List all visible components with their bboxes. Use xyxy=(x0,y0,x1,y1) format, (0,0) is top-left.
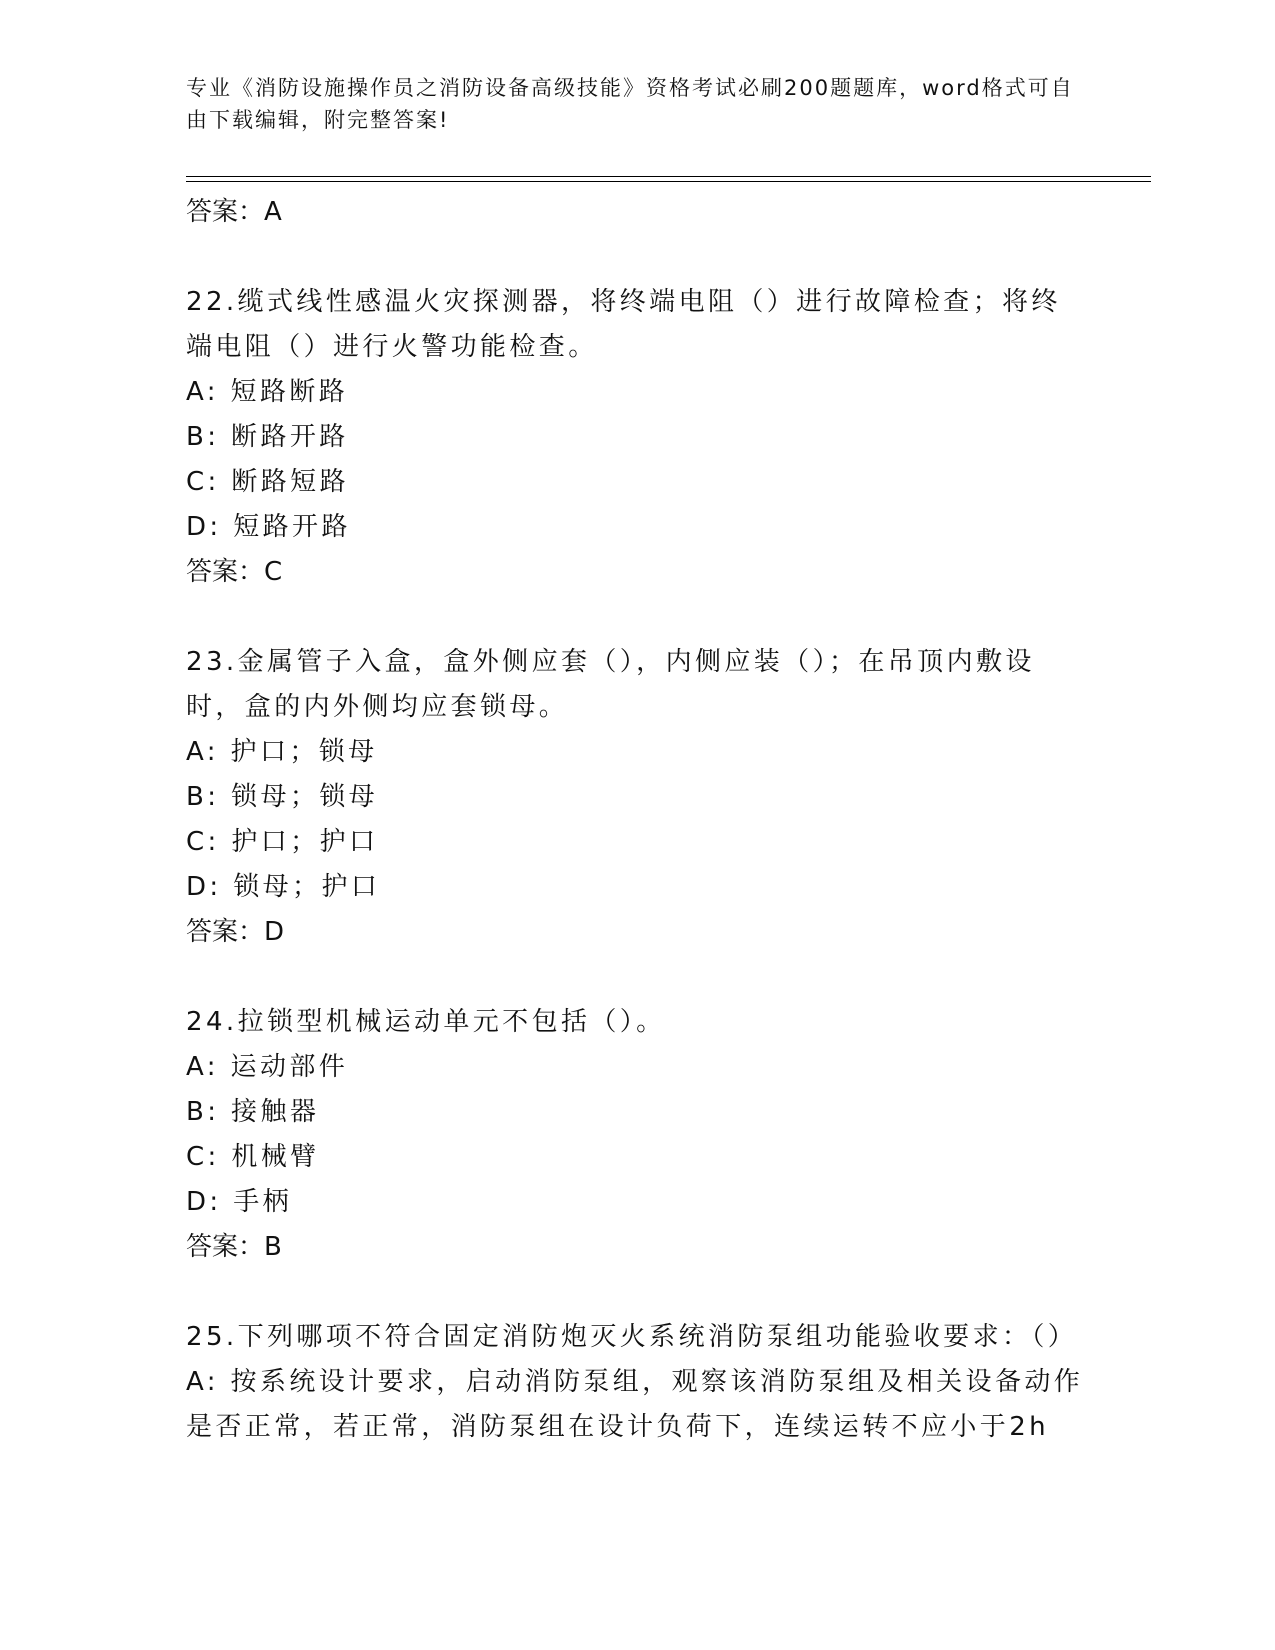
option-b: B: 断路开路 xyxy=(186,422,349,452)
answer-line: 答案：B xyxy=(186,1232,282,1262)
header-divider-top xyxy=(186,176,1151,177)
option-d: D: 锁母；护口 xyxy=(186,872,381,902)
option-c: C: 机械臂 xyxy=(186,1142,320,1172)
answer-line: 答案：A xyxy=(186,197,282,227)
option-a: A: 运动部件 xyxy=(186,1052,349,1082)
answer-line: 答案：C xyxy=(186,557,283,587)
option-c: C: 断路短路 xyxy=(186,467,349,497)
question-list xyxy=(186,190,1086,1450)
option-d: D: 手柄 xyxy=(186,1187,293,1217)
question-text xyxy=(186,1000,1086,1045)
document-header: 专业《消防设施操作员之消防设备高级技能》资格考试必刷200题题库，word格式可自由下载编辑，附完整答案! xyxy=(186,76,1074,132)
header-divider-bottom xyxy=(186,181,1151,182)
option-d: D: 短路开路 xyxy=(186,512,351,542)
question-stem: 金属管子入盒，盒外侧应套（），内侧应装（）；在吊顶内敷设时，盒的内外侧均应套锁母。 xyxy=(186,647,1035,722)
question-text xyxy=(186,640,1086,730)
question-text xyxy=(186,1315,1086,1360)
option-a: A: 护口；锁母 xyxy=(186,737,378,767)
question-number: 24. xyxy=(186,1007,238,1037)
question-number: 25. xyxy=(186,1322,238,1352)
question-item xyxy=(186,1315,1086,1450)
question-stem: 缆式线性感温火灾探测器，将终端电阻（）进行故障检查；将终端电阻（）进行火警功能检查。 xyxy=(186,287,1061,362)
question-item xyxy=(186,1000,1086,1270)
question-item xyxy=(186,640,1086,955)
question-text xyxy=(186,280,1086,370)
question-number: 23. xyxy=(186,647,238,677)
question-item xyxy=(186,280,1086,595)
question-stem: 下列哪项不符合固定消防炮灭火系统消防泵组功能验收要求：（） xyxy=(237,1322,1078,1352)
option-c: C: 护口；护口 xyxy=(186,827,379,857)
option-a: A: 按系统设计要求，启动消防泵组，观察该消防泵组及相关设备动作是否正常，若正常，消防泵组在设计负荷下，连续运转不应小于2h xyxy=(186,1367,1084,1442)
option-b: B: 锁母；锁母 xyxy=(186,782,379,812)
option-b: B: 接触器 xyxy=(186,1097,320,1127)
option-a: A: 短路断路 xyxy=(186,377,349,407)
question-stem: 拉锁型机械运动单元不包括（）。 xyxy=(237,1007,666,1037)
question-number: 22. xyxy=(186,287,238,317)
answer-line: 答案：D xyxy=(186,917,285,947)
